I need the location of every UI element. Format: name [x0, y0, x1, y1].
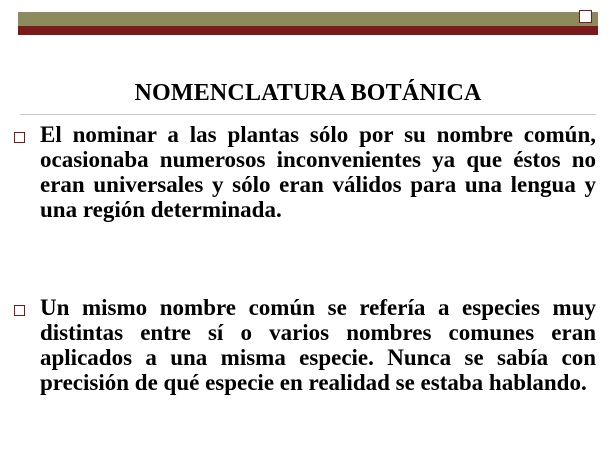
header-band-red: [18, 26, 598, 35]
corner-square-icon: [579, 10, 592, 23]
bullet-text: El nominar a las plantas sólo por su nombre común, ocasionaba numerosos inconvenientes ya que éstos no eran universales y sólo eran válidos para una lengua y una región determinada.: [40, 122, 596, 222]
slide-title: NOMENCLATURA BOTÁNICA: [134, 80, 482, 106]
bullet-text: Un mismo nombre común se refería a especies muy distintas entre sí o varios nombres comunes eran aplicados a una misma especie. Nunca se sabía con precisión de qué especie en realidad se estaba hablando.: [40, 295, 596, 395]
title-divider: [20, 114, 596, 115]
bullet-item: [14, 295, 596, 395]
hollow-square-bullet-icon: [14, 132, 25, 143]
hollow-square-bullet-icon: [14, 305, 25, 316]
bullet-item: [14, 122, 596, 222]
